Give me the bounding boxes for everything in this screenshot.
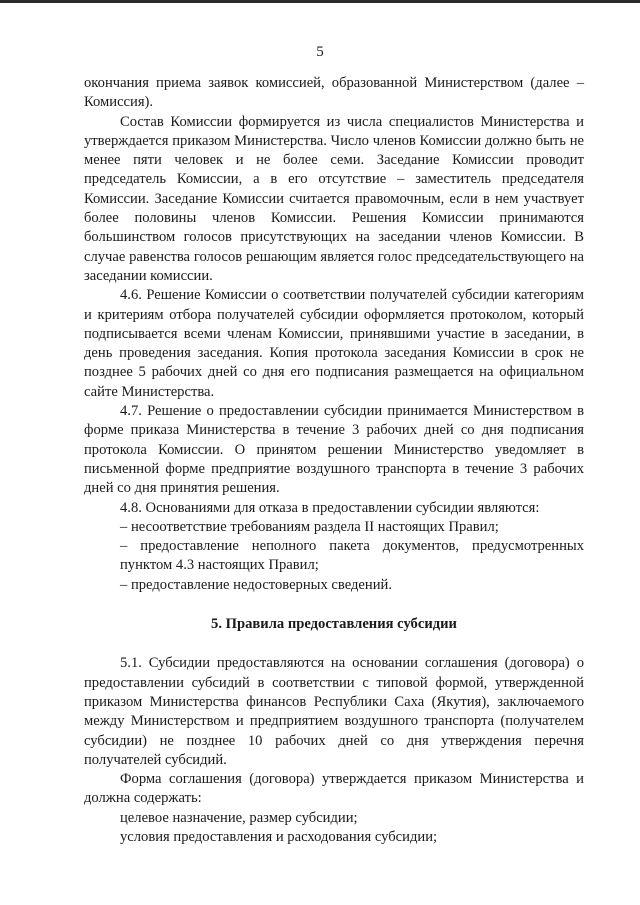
paragraph-5-1: 5.1. Субсидии предоставляются на основании соглашения (договора) о предоставлении субсидий в соответствии с типовой формой, утвержденной приказом Министерства финансов Республики Саха (Якутия), заключаемого между Министерством и предприятием воздушного транспорта (получателем субсидии) не позднее 10 рабочих дней со дня утверждения перечня получателей субсидий. xyxy=(84,655,584,768)
section-heading: 5. Правила предоставления субсидии xyxy=(211,616,457,633)
agreement-item-purpose: целевое назначение, размер субсидии; xyxy=(120,809,358,826)
scan-top-border xyxy=(0,0,640,3)
agreement-item-conditions: условия предоставления и расходования субсидии; xyxy=(120,828,438,845)
paragraph-4-6: 4.6. Решение Комиссии о соответствии получателей субсидии категориям и критериям отбора получателей субсидии оформляется протоколом, который подписывается всеми членам Комиссии, принявшими участие в заседании, в день проведения заседания. Копия протокола заседания Комиссии в срок не позднее 5 рабочих дней со дня его подписания размещается на официальном сайте Министерства. xyxy=(84,287,584,400)
paragraph-agreement-form: Форма соглашения (договора) утверждается приказом Министерства и должна содержать: xyxy=(84,771,584,807)
document-body xyxy=(84,74,584,847)
refusal-reason-2: – предоставление неполного пакета документов, предусмотренных пунктом 4.3 настоящих Правил; xyxy=(120,538,584,574)
paragraph-4-7: 4.7. Решение о предоставлении субсидии принимается Министерством в форме приказа Министерства в течение 3 рабочих дней со дня подписания протокола Комиссии. О принятом решении Министерство уведомляет в письменной форме предприятие воздушного транспорта в течение 3 рабочих дней со дня принятия решения. xyxy=(84,403,584,497)
paragraph-commission-composition: Состав Комиссии формируется из числа специалистов Министерства и утверждается приказом Министерства. Число членов Комиссии должно быть не менее пяти человек и не более семи. Заседание Комиссии проводит председатель Комиссии, а в его отсутствие – заместитель председателя Комиссии. Заседание Комиссии считается правомочным, если в нем участвует более половины членов Комиссии. Решения Комиссии принимаются большинством голосов присутствующих на заседании членов Комиссии. В случае равенства голосов решающим является голос председательствующего на заседании комиссии. xyxy=(84,113,584,284)
page-number: 5 xyxy=(316,44,324,60)
paragraph-commission-intro: окончания приема заявок комиссией, образованной Министерством (далее – Комиссия). xyxy=(84,75,584,111)
paragraph-4-8: 4.8. Основаниями для отказа в предоставлении субсидии являются: xyxy=(120,499,540,516)
refusal-reason-3: – предоставление недостоверных сведений. xyxy=(120,576,392,593)
refusal-reason-1: – несоответствие требованиям раздела II настоящих Правил; xyxy=(120,518,499,535)
